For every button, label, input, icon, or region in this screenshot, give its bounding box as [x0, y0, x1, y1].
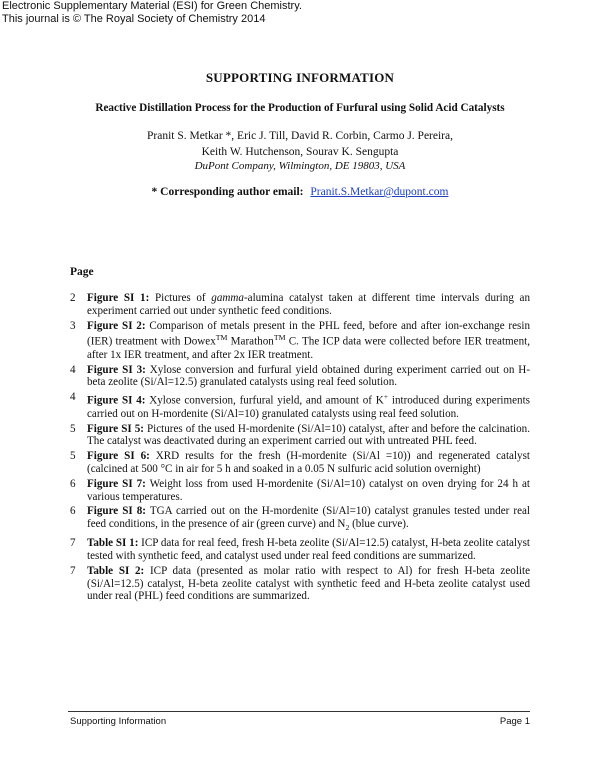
entry-text-part: ICP data for real feed, fresh H-beta zeolite (Si/Al=12.5) catalyst, H-beta zeolite catalyst tested with synthetic feed, and catalyst used under real feed conditions are summarized.: [87, 537, 530, 562]
contents-list: [70, 292, 530, 605]
authors-line-2: Keith W. Hutchenson, Sourav K. Sengupta: [201, 146, 399, 158]
entry-label: Figure SI 6:: [87, 450, 150, 463]
entry-text-part: C. The ICP data were collected before IER treatment, after 1x IER treatment, and after 2x IER treatment.: [87, 336, 531, 361]
page-column-heading: Page: [70, 266, 94, 278]
entry-text: [87, 565, 530, 603]
author-list: [0, 128, 600, 160]
entry-page-number: 2: [70, 292, 76, 304]
entry-text-part: XRD results for the fresh (H-mordenite (Si/Al =10)) and regenerated catalyst (calcined at 500 °C in air for 5 h and soaked in a 0.05 N sulfuric acid solution overnight): [87, 450, 531, 475]
entry-text-part: (blue curve).: [349, 518, 409, 531]
entry-italic-text: gamma: [211, 292, 244, 304]
entry-text: [87, 320, 530, 362]
corresponding-author: [0, 186, 600, 198]
charge-sup: +: [383, 392, 389, 402]
entry-page-number: 6: [70, 477, 76, 490]
list-item: [70, 423, 530, 449]
entry-label: Figure SI 7:: [87, 477, 146, 490]
entry-text: [87, 505, 530, 535]
esi-header: [2, 0, 302, 26]
entry-page-number: 7: [70, 537, 76, 550]
footer-label: Supporting Information: [70, 716, 167, 727]
subscript: 2: [345, 523, 350, 533]
entry-page-number: 7: [70, 564, 76, 577]
entry-label: Figure SI 2:: [87, 319, 146, 332]
list-item: [70, 565, 530, 603]
entry-text-part: Xylose conversion, furfural yield, and amount of K: [145, 394, 384, 407]
entry-text-part: Pictures of the used H-mordenite (Si/Al=10) catalyst, after and before the calcination. The catalyst was deactivated during an experiment carried out with untreated PHL feed.: [87, 422, 530, 448]
affiliation: DuPont Company, Wilmington, DE 19803, USA: [194, 160, 406, 172]
trademark-sup: TM: [215, 333, 228, 343]
entry-text: [87, 478, 530, 504]
entry-page-number: 4: [70, 363, 76, 376]
entry-text-part: -alumina catalyst taken at different time intervals during an experiment carried out under synthetic feed conditions.: [87, 292, 531, 317]
entry-text-part: Comparison of metals present in the PHL feed, before and after ion-exchange resin (IER) treatment with Dowex: [87, 319, 530, 349]
trademark-sup: TM: [273, 333, 286, 343]
footer-page-number: Page 1: [499, 716, 530, 727]
entry-page-number: 3: [70, 319, 76, 332]
entry-text-part: Xylose conversion and furfural yield obtained during experiment carried out on H-beta zeolite (Si/Al=12.5) granulated catalysts using real feed solution.: [87, 363, 531, 389]
esi-line-2: This journal is © The Royal Society of Chemistry 2014: [2, 13, 266, 25]
entry-text: [87, 391, 530, 420]
corresponding-email-link[interactable]: Pranit.S.Metkar@dupont.com: [310, 186, 449, 198]
list-item: [70, 391, 530, 420]
entry-label: Figure SI 8:: [87, 505, 147, 518]
entry-text-part: introduced during experiments carried out on H-mordenite (Si/Al=10) granulated catalysts using real feed solution.: [87, 394, 530, 420]
entry-text-part: Pictures of: [149, 292, 212, 304]
footer-divider: [68, 711, 530, 712]
entry-label: Figure SI 3:: [87, 363, 146, 376]
list-item: [70, 505, 530, 535]
entry-label: Figure SI 5:: [87, 422, 144, 435]
entry-label: Figure SI 4:: [87, 394, 146, 407]
authors-line-1: Pranit S. Metkar *, Eric J. Till, David R. Corbin, Carmo J. Pereira,: [146, 130, 453, 142]
entry-text: [87, 450, 530, 476]
list-item: [70, 292, 530, 318]
entry-text-part: TGA carried out on the H-mordenite (Si/Al=10) catalyst granules tested under real feed conditions, in the presence of air (green curve) and N: [87, 505, 530, 531]
entry-text-part: Weight loss from used H-mordenite (Si/Al=10) catalyst on oven drying for 24 h at various temperatures.: [87, 477, 530, 503]
page-title: SUPPORTING INFORMATION: [205, 70, 395, 85]
list-item: [70, 450, 530, 476]
entry-label: Table SI 1:: [87, 537, 139, 550]
entry-page-number: 5: [70, 450, 76, 463]
entry-label: Table SI 2:: [87, 564, 145, 577]
entry-text-part: ICP data (presented as molar ratio with respect to Al) for fresh H-beta zeolite (Si/Al=12.5) catalyst, H-beta zeolite catalyst with synthetic feed and H-beta zeolite catalyst used under real (PHL) feed conditions are summarized.: [87, 564, 530, 603]
entry-page-number: 4: [70, 391, 76, 404]
esi-line-1: Electronic Supplementary Material (ESI) for Green Chemistry.: [2, 0, 302, 12]
entry-text-part: Marathon: [227, 336, 274, 349]
entry-text: [87, 364, 530, 390]
entry-page-number: 5: [70, 422, 76, 435]
list-item: [70, 320, 530, 362]
entry-text: [87, 423, 530, 449]
entry-label: Figure SI 1:: [87, 292, 150, 304]
list-item: [70, 537, 530, 563]
entry-text: [87, 537, 530, 563]
list-item: [70, 364, 530, 390]
entry-page-number: 6: [70, 505, 76, 518]
entry-text: [87, 292, 530, 318]
list-item: [70, 478, 530, 504]
paper-subtitle: Reactive Distillation Process for the Production of Furfural using Solid Acid Catalysts: [95, 102, 505, 114]
corresponding-label: * Corresponding author email:: [151, 186, 304, 198]
